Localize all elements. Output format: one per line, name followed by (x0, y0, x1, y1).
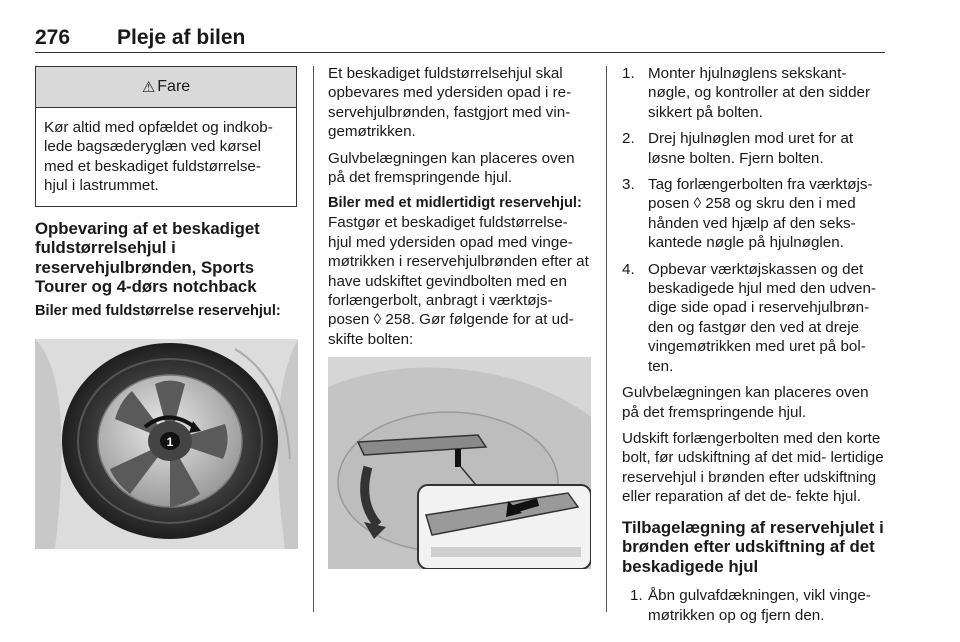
page-number: 276 (35, 26, 71, 49)
warning-box (35, 66, 297, 207)
steps-list (622, 64, 884, 376)
step-number: 3. (622, 176, 635, 194)
warning-header (36, 67, 296, 108)
warning-title: Fare (157, 78, 191, 95)
step-text (648, 175, 884, 253)
page-header (35, 18, 885, 53)
page-ref-link[interactable]: 258 (385, 311, 411, 329)
list-item (622, 129, 884, 168)
paragraph: Et beskadiget fuldstørrelsehjul skal opbevares med ydersiden opad i re- servehjulbrønden, fastgjort med vin- gemøtrikken. (328, 65, 572, 141)
warning-text: Kør altid med opfældet og indkob- lede bagsæderyglæn ved kørsel med et beskadiget fuldstørrelse- hjul i lastrummet. (44, 119, 273, 195)
section-heading: Opbevaring af et beskadiget fuldstørrelsehjul i reservehjulbrønden, Sports Tourer og 4-dørs notchback (35, 218, 260, 297)
list-item (622, 260, 884, 376)
paragraph: Gulvbelægningen kan placeres oven på det fremspringende hjul. (328, 149, 575, 187)
page-ref-icon: ◊ (373, 311, 382, 329)
column-divider (606, 66, 607, 612)
section-heading: Tilbagelægning af reservehjulet i brønden efter udskiftning af det beskadigede hjul (622, 517, 884, 576)
page-ref-icon: ◊ (693, 195, 702, 213)
step-text: Åbn gulvafdækningen, vikl vinge- møtrikken op og fjern den. (648, 587, 871, 624)
step-number: 2. (622, 130, 635, 148)
step-number: 1. (630, 587, 643, 605)
figure-callout-label: 1 (166, 435, 174, 449)
spare-wheel-svg (35, 339, 298, 549)
list-item (622, 175, 884, 253)
step-text: Monter hjulnøglens sekskant- nøgle, og kontroller at den sidder sikkert på bolten. (648, 65, 871, 121)
column-1 (35, 66, 298, 549)
step-text: Opbevar værktøjskassen og det beskadigede hjul med den udven- dige side opad i reservehjulbrøn- den og fastgør den ved at dreje vingemøtrikken med uret på bol- ten. (648, 260, 876, 375)
list-item (622, 586, 884, 625)
paragraph: Udskift forlængerbolten med den korte bolt, før udskiftning af det mid- lertidige reservehjul i brønden efter udskiftning eller reparation af det de- fekte hjul. (622, 429, 884, 506)
paragraph (328, 213, 591, 349)
step-text-part: Tag forlængerbolten fra værktøjs- posen (648, 176, 873, 213)
step-number: 1. (622, 65, 635, 82)
paragraph-text: Fastgør et beskadiget fuldstørrelse- hjul med ydersiden opad med vinge- møtrikken i reservehjulbrønden efter at have udskiftet gevindbolten med en forlængerbolt, anbragt i værktøjs- posen (328, 214, 589, 329)
column-3 (622, 64, 884, 632)
subheading-temporary-spare: Biler med et midlertidigt reservehjul: (328, 195, 582, 212)
extension-bolt-illustration (328, 357, 591, 569)
list-item (622, 64, 884, 122)
warning-body (36, 108, 296, 206)
column-divider (313, 66, 314, 612)
chapter-title: Pleje af bilen (117, 26, 246, 49)
column-2 (328, 64, 591, 569)
steps-list (622, 586, 884, 625)
subheading-fullsize-spare: Biler med fuldstørrelse reservehjul: (35, 303, 281, 319)
step-text: Drej hjulnøglen mod uret for at løsne bolten. Fjern bolten. (648, 130, 854, 167)
step-number: 4. (622, 260, 635, 278)
paragraph: Gulvbelægningen kan placeres oven på det fremspringende hjul. (622, 384, 869, 421)
warning-icon: ⚠ (141, 79, 156, 96)
page-ref-link[interactable]: 258 (705, 195, 731, 213)
extension-bolt-svg (328, 357, 591, 569)
spare-wheel-illustration (35, 339, 298, 549)
paragraph-text: . Gør følgende for at ud- skifte bolten: (328, 311, 574, 348)
step-text-part: og skru den i med hånden ved hjælp af den seks- kantede nøgle på hjulnøglen. (648, 195, 856, 252)
